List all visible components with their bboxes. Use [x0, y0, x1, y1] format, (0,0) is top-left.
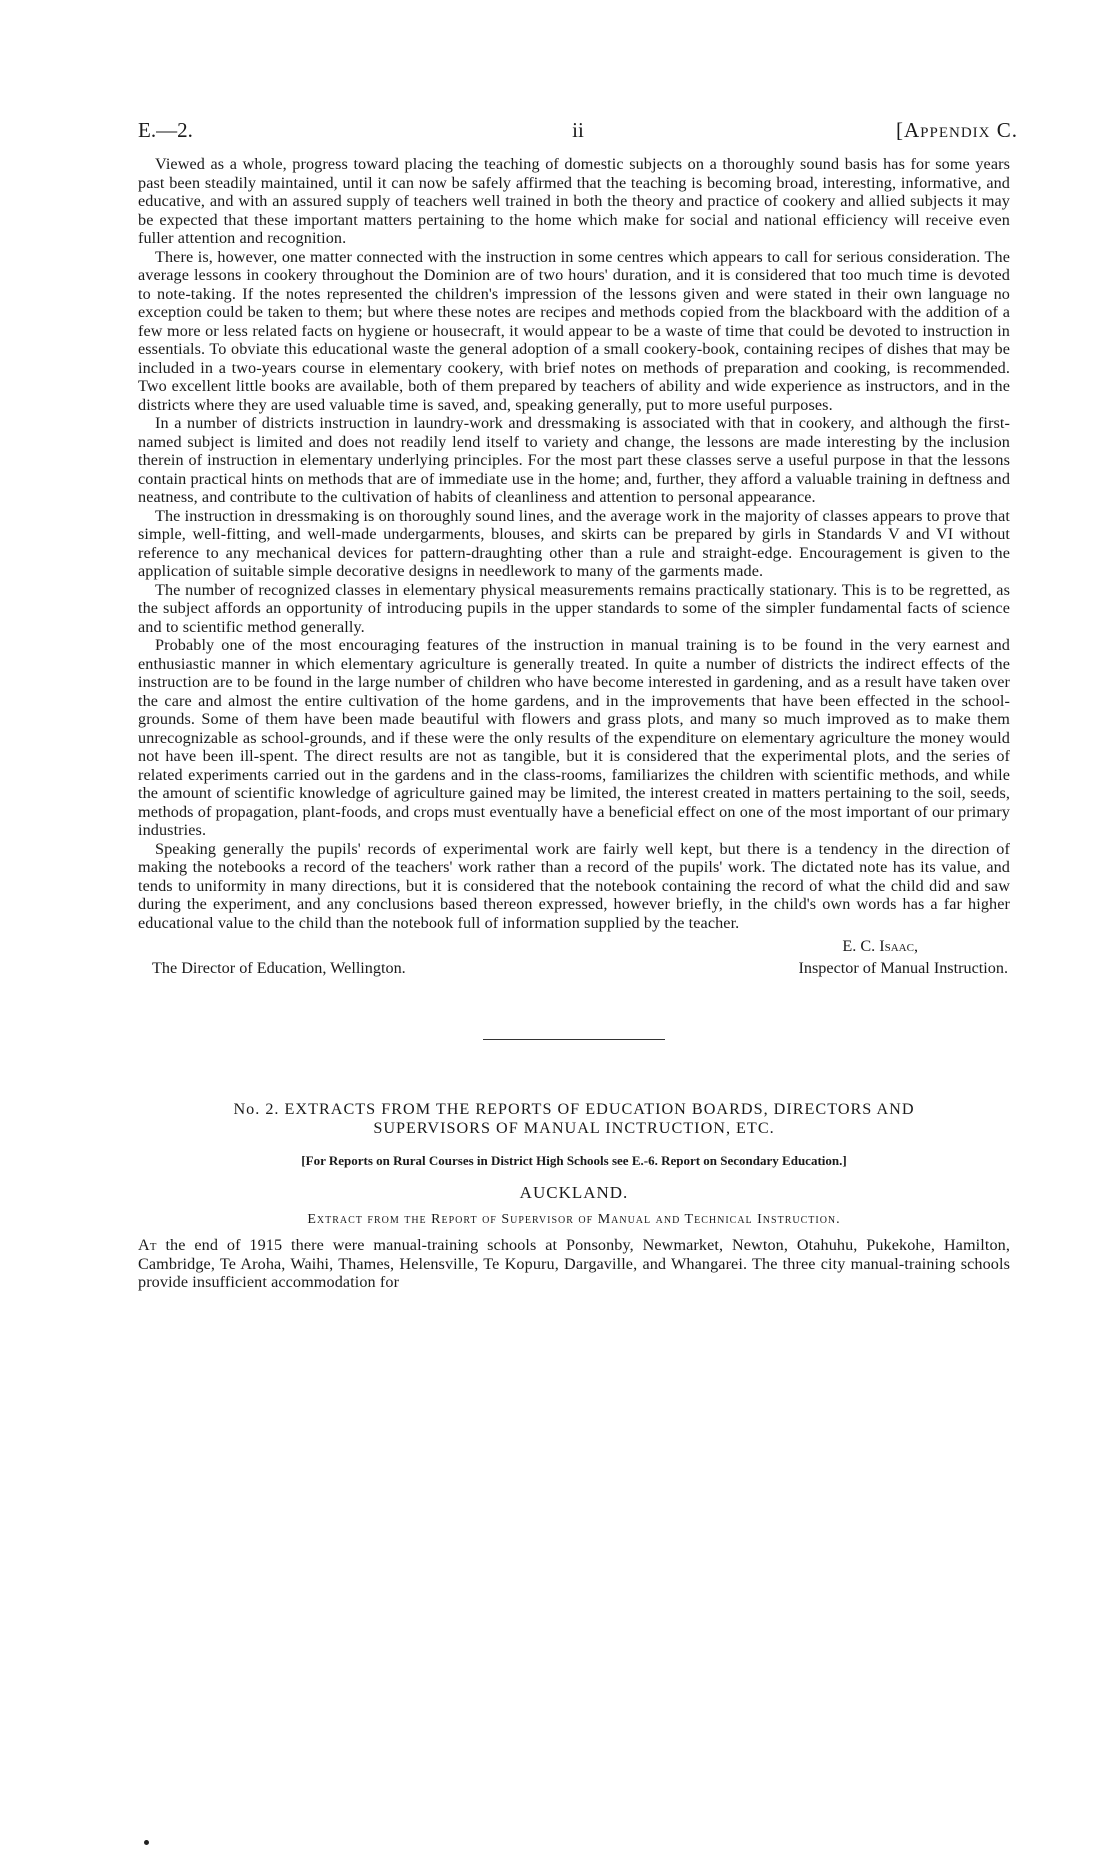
paragraph: Probably one of the most encouraging features of the instruction in manual training is to be found in the very earnest and enthusiastic manner in which elementary agriculture is generally treated. In quite a number of districts the indirect effects of the instruction are to be found in the large number of children who have become interested in gardening, and as a result have taken over the care and almost the entire cultivation of the home gardens, and in the improvements that have been effected in the school-grounds. Some of them have been made beautiful with flowers and grass plots, and many so much improved as to make them unrecognizable as school-grounds, and if these were the only results of the expenditure on elementary agriculture the money would not have been ill-spent. The direct results are not as tangible, but it is considered that the experimental plots, and the series of related experiments carried out in the gardens and in the class-rooms, familiarizes the children with scientific methods, and while the amount of scientific knowledge of agriculture gained may be limited, the interest created in matters pertaining to the soil, seeds, methods of propagation, plant-foods, and crops must eventually have a beneficial effect on one of the most important of our primary industries.: [138, 636, 1010, 839]
running-header: [138, 118, 1018, 148]
paragraph: Viewed as a whole, progress toward placing the teaching of domestic subjects on a thoroughly sound basis has for some years past been steadily maintained, until it can now be safely affirmed that the teaching is becoming broad, interesting, informative, and educative, and with an assured supply of teachers well trained in both the theory and practice of cookery and allied subjects it may be expected that these important matters pertaining to the home which make for social and national efficiency will receive even fuller attention and recognition.: [138, 155, 1010, 247]
signature-block: [138, 937, 1010, 985]
section-heading-line: No. 2. EXTRACTS FROM THE REPORTS OF EDUCATION BOARDS, DIRECTORS AND: [233, 1100, 915, 1118]
signatory-title: Inspector of Manual Instruction.: [798, 959, 1008, 977]
reports-note: [For Reports on Rural Courses in District High Schools see E.-6. Report on Secondary Education.]: [301, 1153, 847, 1168]
margin-mark: [144, 1840, 149, 1845]
section-divider: [483, 1039, 665, 1040]
header-page-number: ii: [572, 118, 584, 142]
section-heading: [138, 1100, 1010, 1137]
addressee: The Director of Education, Wellington.: [152, 959, 406, 977]
paragraph: The number of recognized classes in elementary physical measurements remains practically stationary. This is to be regretted, as the subject affords an opportunity of introducing pupils in the upper standards to some of the simpler fundamental facts of science and to scientific method generally.: [138, 580, 1010, 636]
region-heading: AUCKLAND.: [519, 1183, 629, 1202]
header-appendix: [Appendix C.: [895, 118, 1018, 142]
paragraph: [138, 1236, 1010, 1292]
paragraph-text: the end of 1915 there were manual-training schools at Ponsonby, Newmarket, Newton, Otahuhu, Pukekohe, Hamilton, Cambridge, Te Aroha, Waihi, Thames, Helensville, Te Kopuru, Dargaville, and Whangarei. The three city manual-training schools provide insufficient accommodation for: [138, 1236, 1010, 1291]
opening-word: At: [138, 1236, 157, 1254]
body-text: [138, 155, 1010, 1292]
paragraph: The instruction in dressmaking is on thoroughly sound lines, and the average work in the majority of classes appears to prove that simple, well-fitting, and well-made undergarments, blouses, and skirts can be prepared by girls in Standards V and VI without reference to any mechanical devices for pattern-draughting other than a rule and straight-edge. Encouragement is given to the application of suitable simple decorative designs in needlework to many of the garments made.: [138, 506, 1010, 580]
extract-title: Extract from the Report of Supervisor of Manual and Technical Instruction.: [307, 1212, 841, 1227]
paragraph: There is, however, one matter connected with the instruction in some centres which appears to call for serious consideration. The average lessons in cookery throughout the Dominion are of two hours' duration, and it is considered that too much time is devoted to note-taking. If the notes represented the children's impression of the lessons given and were stated in their own language no exception could be taken to them; but where these notes are recipes and methods copied from the blackboard with the addition of a few more or less related facts on hygiene or housecraft, it would appear to be a waste of time that could be devoted to instruction in essentials. To obviate this educational waste the general adoption of a small cookery-book, containing recipes of dishes that may be included in a two-years course in elementary cookery, with brief notes on methods of preparation and cooking, is recommended. Two excellent little books are available, both of them prepared by teachers of ability and wide experience as instructors, and in the districts where they are used valuable time is saved, and, speaking generally, put to more useful purposes.: [138, 247, 1010, 414]
section-heading-line: SUPERVISORS OF MANUAL INCTRUCTION, ETC.: [373, 1118, 775, 1137]
paragraph: Speaking generally the pupils' records of experimental work are fairly well kept, but there is a tendency in the direction of making the notebooks a record of the teachers' work rather than a record of the pupils' work. The dictated note has its value, and tends to uniformity in many directions, but it is considered that the notebook containing the record of what the child did and saw during the experiment, and any conclusions based thereon expressed, however briefly, in the child's own words has a far higher educational value to the child than the notebook full of information supplied by the teacher.: [138, 839, 1010, 932]
paragraph: In a number of districts instruction in laundry-work and dressmaking is associated with that in cookery, and although the first-named subject is limited and does not readily lend itself to variety and change, the lessons are made interesting by the inclusion therein of instruction in elementary underlying principles. For the most part these classes serve a useful purpose in that the lessons contain practical hints on methods that are of immediate use in the home; and, further, they afford a valuable training in deftness and neatness, and contribute to the cultivation of habits of cleanliness and attention to personal appearance.: [138, 414, 1011, 506]
header-report-code: E.—2.: [138, 118, 193, 142]
signatory-name: E. C. Isaac,: [842, 937, 918, 955]
